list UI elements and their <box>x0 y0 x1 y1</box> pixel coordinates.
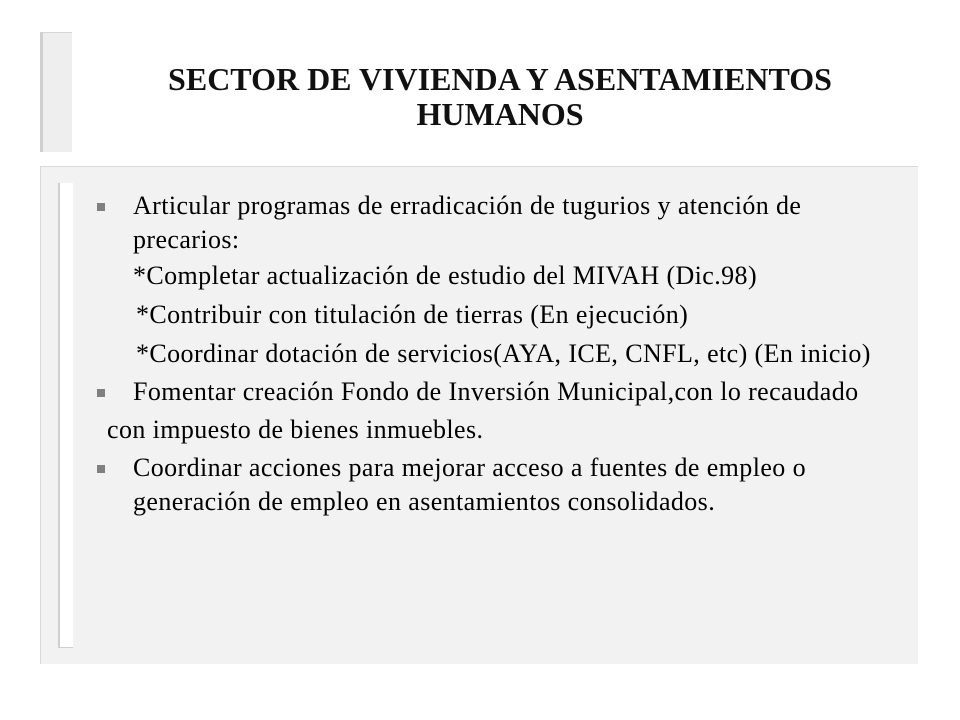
body-line: Fomentar creación Fondo de Inversión Municipal,con lo recaudado <box>133 377 859 406</box>
title-accent-bar <box>40 32 72 152</box>
body-line: con impuesto de bienes inmuebles. <box>107 415 484 444</box>
body-line: *Coordinar dotación de servicios(AYA, ICE, CNFL, etc) (En inicio) <box>136 339 871 368</box>
body-line: *Contribuir con titulación de tierras (En ejecución) <box>136 300 689 329</box>
body-line: generación de empleo en asentamientos consolidados. <box>133 487 716 516</box>
bullet-square-icon <box>97 465 105 473</box>
body-line: Articular programas de erradicación de tugurios y atención de <box>133 191 802 220</box>
slide-title <box>72 62 928 132</box>
body-line: Coordinar acciones para mejorar acceso a fuentes de empleo o <box>133 453 806 482</box>
bullet-square-icon <box>97 389 105 397</box>
title-line-2: HUMANOS <box>416 96 584 132</box>
panel-accent-strip <box>58 183 73 648</box>
body-line: *Completar actualización de estudio del MIVAH (Dic.98) <box>133 261 758 290</box>
title-line-1: SECTOR DE VIVIENDA Y ASENTAMIENTOS <box>168 61 832 97</box>
bullet-square-icon <box>97 203 105 211</box>
body-line: precarios: <box>133 225 240 254</box>
